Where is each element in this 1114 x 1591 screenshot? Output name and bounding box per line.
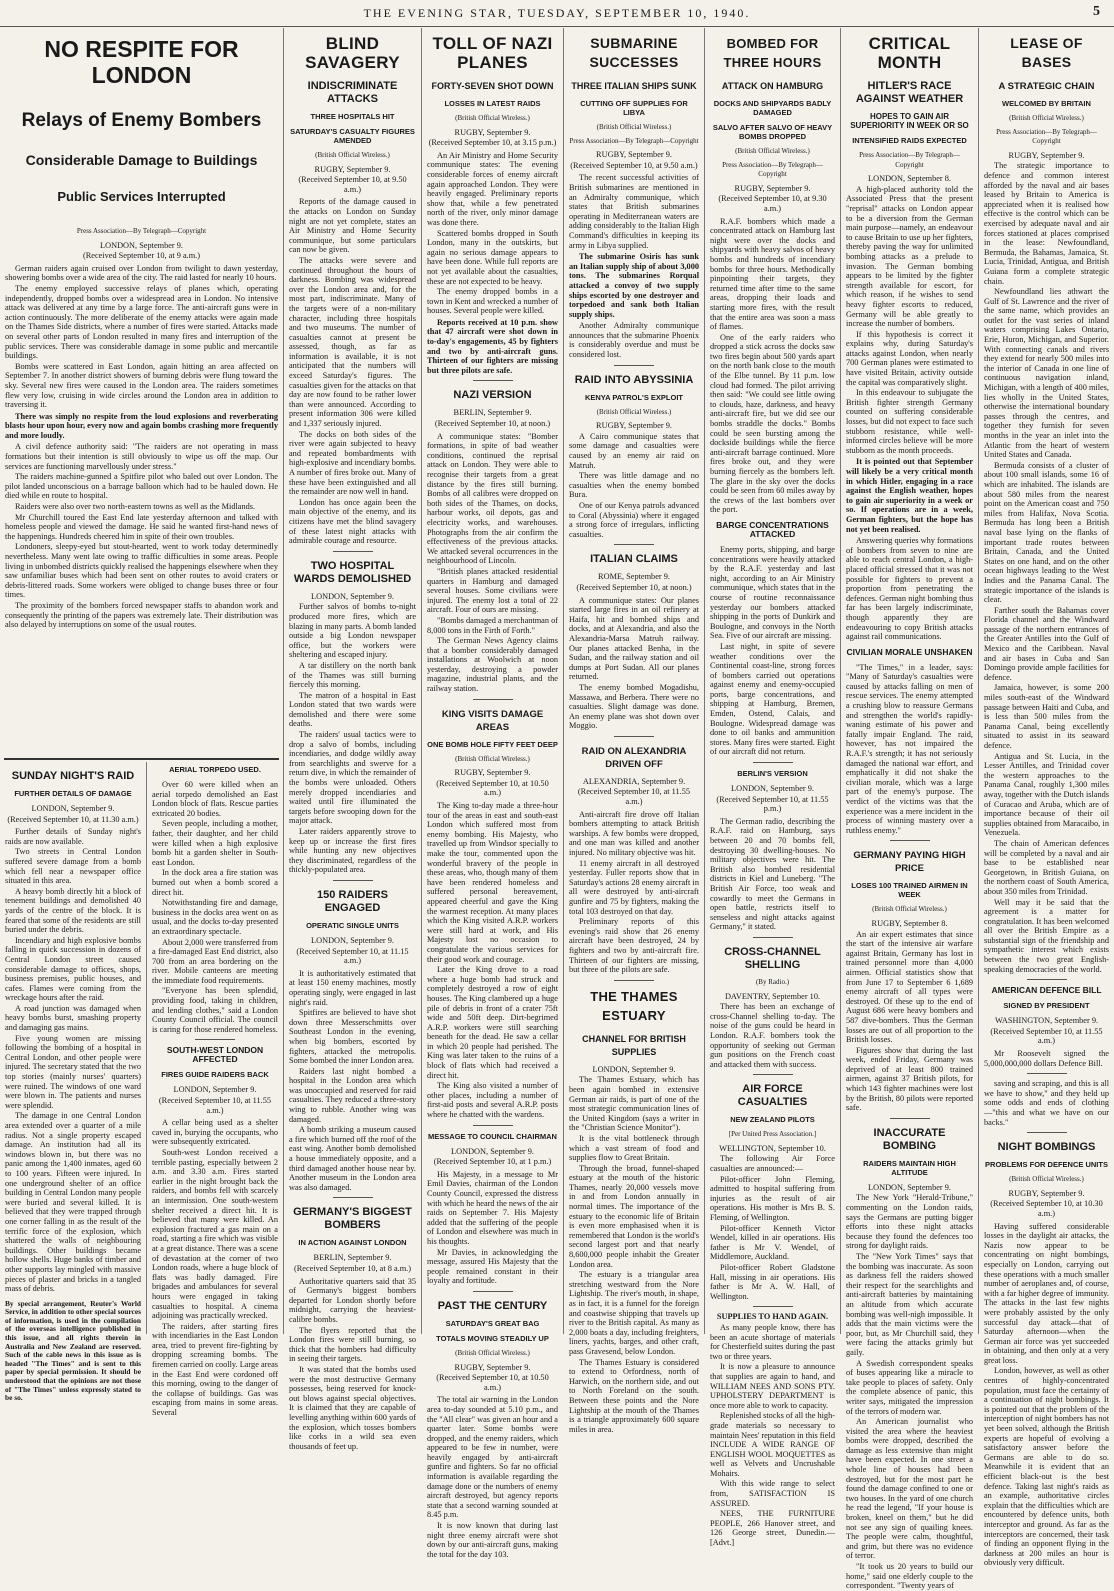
paragraph: Raiders last night bombed a hospital in the London area which was unoccupied and reserved for raid casualties. They reduced a three-story wing to rubble. Another wing was damaged.: [289, 1066, 416, 1124]
divider: [753, 1074, 793, 1075]
paragraph: The Thames Estuary, which has been again bombed in extensive German air raids, is part of one of the most strategic communication lines of the United Kingdom (says a writer in the "Christian Science Monitor").: [569, 1075, 699, 1133]
divider: [473, 1291, 513, 1292]
paragraph: One of the early raiders who dropped a stick across the docks saw two fires begin about 500 yards apart on the north bank close to the mouth of the Elbe tunnel. By 11 p.m. low cloud had formed. The pilot arriving then said: "We could see little owing to clouds, haze, darkness, and heavy anti-aircraft fire, but we did see our bombs straddle the docks." Bombs could be seen bursting among the dockside buildings while the fierce anti-aircraft barrage continued. More fires broke out, and they were burning fiercely as the bombers left. The glare in the sky over the docks could be seen from 60 miles away by the crews of the last bombers over the port.: [710, 332, 835, 515]
paragraph: A road junction was damaged when heavy bombs burst, smashing property and damaging gas mains.: [5, 1003, 141, 1033]
paragraph: The German radio, describing the R.A.F. raid on Hamburg, says between 20 and 70 bombs fell, destroying 30 dwelling-houses. No military objectives were hit. The British also bombed residential districts in Kiel and Luneberg. "The British Air Force, too weak and cowardly to meet the Germans in open battle, restricts itself to senseless and night attacks against Germany," it stated.: [710, 816, 835, 932]
dateline: LONDON, September 9.: [592, 1064, 676, 1074]
divider: [890, 1118, 930, 1119]
paragraph: London has once again been the main objective of the enemy, and its citizens have met the blind savagery of these latest night attacks with admirable courage and resource.: [289, 497, 416, 546]
article-headline: BARGE CONCENTRATIONS ATTACKED: [716, 519, 829, 539]
received-line: (Received September 10, at 11.30 a.m.): [7, 814, 139, 824]
paragraph: The enemy dropped bombs in a town in Kent and wrecked a number of houses. Several people were killed.: [427, 287, 558, 316]
article-headline: NAZI VERSION: [453, 389, 532, 402]
dateline: RUGBY, September 9.: [454, 768, 531, 778]
divider: [1027, 1073, 1067, 1074]
advertisement-headline: SUPPLIES TO HAND AGAIN.: [716, 1312, 829, 1322]
article-subhead: A STRATEGIC CHAIN: [998, 81, 1095, 92]
dateline: BERLIN, September 9.: [313, 1253, 392, 1263]
dateline: RUGBY, September 9.: [596, 150, 672, 160]
article-subhead: NEW ZEALAND PILOTS: [730, 1115, 815, 1125]
paragraph: Two streets in Central London suffered severe damage from a bomb which fell near a newspaper office situated in this area.: [5, 847, 141, 886]
aerial-torpedo-article: [147, 762, 283, 1418]
paragraph: Another Admiralty communique announces that the submarine Phoenix is considerably overdue and must be considered lost.: [569, 321, 699, 360]
lead-article: [0, 28, 283, 762]
article-subhead: LOSSES IN LATEST RAIDS: [444, 99, 541, 108]
paragraph: "Everyone has been splendid, providing food, taking in children, and lending clothes," said a London County Council official. The council is caring for those rendered homeless.: [152, 986, 278, 1034]
page-number: 5: [1093, 4, 1100, 19]
section-rule: [4, 758, 279, 760]
divider: [1027, 979, 1067, 980]
dateline: RUGBY, September 9.: [314, 164, 391, 174]
paragraph: Five young women are missing following the bombing of a hospital in Central London, and other people were injured. The secretary stated that the two top stories (mainly nurses' quarters) were ruined. The windows of one ward were blown in. The patients and nurses were splendid.: [5, 1033, 141, 1110]
dateline: LONDON, September 9.: [31, 804, 115, 813]
paragraph: Mr Davies, in acknowledging the message, assured His Majesty that the people remained constant in their loyalty and fortitude.: [427, 1247, 558, 1286]
article-subhead: OPERATIC SINGLE UNITS: [306, 920, 399, 930]
divider: [1027, 1132, 1067, 1133]
received-line: (Received September 10, at 11.55 a.m.): [158, 1096, 272, 1115]
received-line: (Received September 10, at 10.50 a.m.): [436, 778, 549, 798]
article-subhead: HITLER'S RACE AGAINST WEATHER: [855, 80, 964, 105]
dateline: LONDON, September 9.: [311, 935, 394, 945]
bold-paragraph: There was simply no respite from the loud explosions and reverberating blasts hour upon hour, every now and again bombs crashing more frequently and more loudly.: [5, 411, 278, 440]
dateline: RUGBY, September 9.: [734, 183, 811, 193]
paragraph: The matron of a hospital in East London stated that two wards were demolished and there were some deaths.: [289, 690, 416, 729]
received-line: (Received September 10, at 11.55 a.m.): [577, 787, 691, 807]
paragraph: The King also visited a number of other places, including a number of first-aid posts and several A.R.P. posts where he chatted with the wardens.: [427, 1081, 558, 1120]
paragraph: Preliminary reports of this evening's raid show that 26 enemy aircraft have been destroyed, 24 by fighters and two by anti-aircraft fire. Thirteen of our fighters are missing, but three of the pilots are safe.: [569, 917, 699, 975]
divider: [333, 551, 373, 552]
paragraph: The damage in one Central London area extended over a quarter of a mile radius. Not a single property escaped damage. An institution had all its windows blown in, but there was no panic among the 1,400 inmates, aged 60 to 100 years. Fifteen were injured. In one underground shelter of an office building in Central London many people were buried and several killed. It is believed that they were trapped through one corner falling in as the result of the terrific force of the explosion, which shattered the walls of neighbouring buildings. Other buildings became hollow shells. Huge banks of timber and other supports lay mingled with massive pieces of plaster and bricks in a tangled mass of debris.: [5, 1111, 141, 1294]
sunday-raid-article: [0, 762, 146, 1403]
paragraph: An air expert estimates that since the start of the intensive air warfare against Britain, Germany has lost in trained personnel more than 4,000 airmen. Official statistics show that from June 17 to September 6 1,689 enemy aircraft of all types were destroyed. Of these up to the end of August 686 were heavy bombers and 587 dive-bombers. Thus the German losses are out of all proportion to the British losses.: [846, 929, 973, 1045]
service-credit: (By Radio.): [755, 977, 790, 986]
received-line: (Received September 10, at 8 a.m.): [293, 1264, 412, 1273]
paragraph: A civil defence authority said: "The raiders are not operating in mass formations but their intention is still obviously to wipe us off the map. Our services are functioning marvellously under stress.": [5, 442, 278, 471]
received-line: (Received September 10, at 3.15 p.m.): [428, 138, 557, 148]
article-subhead: KENYA PATROL'S EXPLOIT: [584, 392, 684, 402]
lead-headline: NO RESPITE FOR LONDON: [44, 36, 239, 88]
service-credit: (British Official Wireless.): [455, 1348, 530, 1357]
paragraph: Later raiders apparently strove to keep up or increase the first fires while hunting any new objectives they discriminated, regardless of the thickly-populated area.: [289, 827, 416, 875]
paragraph: His Majesty, in a message to Mr Emil Davies, chairman of the London County Council, expressed the distress with which he heard the news of the air raids on September 7. His Majesty added that the suffering of the people of London and elsewhere was much in his thoughts.: [427, 1169, 558, 1246]
paragraph: It is authoritatively estimated that at least 150 enemy machines, mostly operating singly, were engaged in last night's raid.: [289, 968, 416, 1007]
article-subhead: CUTTING OFF SUPPLIES FOR LIBYA: [580, 99, 688, 117]
divider: [614, 736, 654, 737]
article-subhead: CHANNEL FOR BRITISH SUPPLIES: [582, 1033, 686, 1057]
paragraph: A tar distillery on the north bank of the Thames was still burning fiercely this morning.: [289, 660, 416, 690]
paragraph: It is now known that during last night three enemy aircraft were shot down by our anti-aircraft guns, making the total for the day 103.: [427, 1521, 558, 1559]
service-credit: (British Official Wireless.): [735, 147, 810, 155]
received-line: (Received September 10, at 9.50 a.m.): [298, 175, 407, 194]
article-subhead: INDISCRIMINATE ATTACKS: [307, 80, 398, 105]
paragraph: Scattered bombs dropped in South London, many in the outskirts, but again no serious damage appears to have been done. While full reports are not yet available about the casualties, these are not expected to be heavy.: [427, 228, 558, 286]
article-headline: CROSS-CHANNEL SHELLING: [724, 945, 821, 971]
divider: [333, 1197, 373, 1198]
paragraph: Pilot-officer Robert Gladstone Hall, missing in air operations. His father is Mr A. W. Hall, of Wellington.: [710, 1263, 835, 1301]
advertisement-text: It is now a pleasure to announce that supplies are again to hand, and WILLIAM NEES AND SONS PTY. UPHOLSTERY DEPARTMENT is once more able to work to capacity.: [710, 1362, 835, 1410]
paragraph: Pilot-officer John Fleming, admitted to hospital suffering from injuries as the result of air operations. His mother is Mrs B. S. Fleming, of Wellington.: [710, 1174, 835, 1223]
masthead: [0, 0, 1114, 27]
article-headline: BERLIN'S VERSION: [737, 769, 808, 779]
article-headline: SOUTH-WEST LONDON AFFECTED: [166, 1045, 264, 1065]
service-credit: (British Official Wireless.): [315, 151, 390, 159]
paragraph: The recent successful activities of British submarines are mentioned in an Admiralty communique, which states that British submarines operating in Mediterranean waters are adding considerably to the Italian High Command's difficulties in keeping its army in Libya supplied.: [569, 173, 699, 250]
service-credit: Press Association—By Telegraph—Copyright: [859, 151, 960, 169]
paragraph: saving and scraping, and this is all we have to show," and they held up some odds and ends of clothing—"this and what we have on our backs.": [984, 1079, 1109, 1127]
lease-of-bases-column: [979, 28, 1114, 1568]
article-subhead: RAIDERS MAINTAIN HIGH ALTITUDE: [863, 1158, 956, 1177]
dateline: RUGBY, September 9.: [1008, 1188, 1085, 1198]
paragraph: Over 60 were killed when an aerial torpedo demolished an East London block of flats. Rescue parties extricated 20 bodies.: [152, 780, 278, 818]
paragraph: A high-placed authority told the Associated Press that the present "reprisal" attacks on London appear to be a diversion from the German main purpose—namely, an endeavour to cause Britain to use up her fighters, thereby paving the way for unlimited bombing attacks as a prelude to invasion. The German bombing appears to be limited by the fighter strength available for escort, for which reason, if he wishes to send heavy fighter escorts to reduced, Germany will be able greatly to increase the number of bombers.: [846, 184, 973, 329]
paragraph: Enemy ports, shipping, and barge concentrations were heavily attacked by the R.A.F. yesterday and last night, according to an Air Ministry communique, which states that in the course of routine reconnaissance yesterday our bombers attacked shipping in the ports of Dunkirk and Boulogne, and convoys in the North Sea. Five of our aircraft are missing.: [710, 544, 835, 641]
submarine-successes-column: [564, 28, 704, 1434]
article-headline: THE THAMES ESTUARY: [590, 988, 678, 1023]
service-credit: Press Association—By Telegraph—Copyright: [722, 160, 823, 179]
paragraph: R.A.F. bombers which made a concentrated attack on Hamburg last night were over the docks and shipyards with heavy salvos of heavy bombs and hundreds of incendiary bombs for three hours. Methodically pinpointing their targets, they returned time after time to the same areas, dropping their loads and starting more fires, with the result that the entire area was soon a mass of flames.: [710, 216, 835, 332]
paragraph: Anti-aircraft fire drove off Italian bombers attempting to attack British warships. A few bombs were dropped, and one man was killed and another injured. No military objective was hit.: [569, 809, 699, 858]
paragraph: "Bombs damaged a merchantman of 8,000 tons in the Firth of Forth.": [427, 615, 558, 635]
paragraph: "It took us 20 years to build our home," said one elderly couple to the correspondent. "Twenty years of: [846, 1562, 973, 1591]
received-line: (Received September 10, at 9.50 a.m.): [570, 160, 698, 170]
service-credit: Press Association—By Telegraph—Copyright: [996, 127, 1097, 146]
dateline: DAVENTRY, September 10.: [724, 991, 821, 1001]
bold-paragraph: It is pointed out that September will likely be a very critical month in which Hitler, engaging in a race against the English weather, hopes to gain air superiority in a week or so. If operations are in a week, German fighters, but the hope has not yet been realised.: [846, 457, 973, 534]
paragraph: Bermuda consists of a cluster of about 100 small islands, some 16 of which are inhabited. The islands are about 580 miles from the nearest point on the American coast and 750 miles from Halifax, Nova Scotia. Bermuda has long been a British naval base lying on the flanks of important trade routes between Britain, Canada, and the United States on one hand, and on the other ocean highways leading to the West Indies and the Panama Canal. The strategic importance of the islands is clear.: [984, 460, 1109, 605]
article-headline: NIGHT BOMBINGS: [997, 1141, 1096, 1154]
paragraph: Pilot-officer Kenneth Victor Wendel, killed in air operations. His father is Mr V. Wendel, of Middlemore, Auckland.: [710, 1223, 835, 1262]
paragraph: The German News Agency claims that a bomber considerably damaged installations at Woolwich at noon yesterday, destroying a powder magazine, industrial plants, and the railway station.: [427, 636, 558, 694]
article-headline: ITALIAN CLAIMS: [590, 553, 678, 566]
dateline: LONDON, September 9.: [868, 1182, 951, 1192]
article-subhead: WELCOMED BY BRITAIN: [1002, 99, 1091, 108]
paragraph: The enemy employed successive relays of planes which, operating independently, dropped bombs over a widespread area in London. No intensive attack was delivered at any time by a large force. The anti-aircraft guns were in action continuously. The more deliberate of the enemy attacks were again made on the Thames Side districts, where a number of fires were started. Attacks made on several other parts of London resulted in many fires and interruption of the public services. There was considerable damage in some public and mercantile buildings.: [5, 283, 278, 361]
paragraph: An Air Ministry and Home Security communique states: The evening considerable forces of enemy aircraft again approached London. They were heavily engaged. Preliminary reports show that, while a few penetrated north of the river, only minor damage was done there.: [427, 150, 558, 227]
paragraph: Well may it be said that the agreement is a matter for congratulation. It has been welcomed all over the British Empire as a substantial sign of the friendship and sympathetic interest which exists between the two great English-speaking democracies of the world.: [984, 897, 1109, 974]
dateline: WASHINGTON, September 9.: [994, 1016, 1099, 1026]
received-line: (Received September 10, at 9.30 a.m.): [718, 194, 827, 213]
toll-of-nazi-planes-column: [422, 28, 563, 1559]
article-subhead: HOPES TO GAIN AIR SUPERIORITY IN WEEK OR SO: [850, 112, 969, 130]
article-subhead: ATTACK ON HAMBURG: [721, 81, 824, 91]
service-credit: (British Official Wireless.): [1009, 1175, 1084, 1184]
bombed-three-hours-column: [705, 28, 840, 1548]
article-headline: MESSAGE TO COUNCIL CHAIRMAN: [428, 1131, 557, 1141]
paragraph: A communique states: Our planes started large fires in an oil refinery at Haifa, hit and bombed ships and docks, and at Alexandria, and also the Alexandria-Marsa Matruh railway. Our planes attacked Benha, in the Sudan, and the railway station and oil dumps at Port Sudan. All our planes returned.: [569, 595, 699, 682]
paragraph: A Cairo communique states that some damage and casualties were caused by an enemy air raid on Matruh.: [569, 431, 699, 470]
service-credit: Press Association—By Telegraph—Copyright: [569, 136, 699, 145]
paragraph: Notwithstanding fire and damage, business in the docks area went on as usual, and the docks to-day presented an extraordinary spectacle.: [152, 898, 278, 936]
article-subhead: FURTHER DETAILS OF DAMAGE: [14, 789, 132, 798]
dateline: RUGBY, September 8.: [871, 918, 948, 928]
paragraph: Londoners, sleepy-eyed but stout-hearted, went to work today determinedly nevertheless. Many went late owing to traffic difficulties in some areas. People living in unbombed districts quickly realised the happenings elsewhere when they saw unfamiliar buses which had been sent on other routes to avoid craters or debris-littered roads. Some workers were obliged to change buses three or four times.: [5, 542, 278, 600]
service-credit: (British Official Wireless.): [596, 407, 672, 416]
article-headline: AIR FORCE CASUALTIES: [737, 1083, 808, 1109]
article-subhead: FORTY-SEVEN SHOT DOWN: [431, 81, 554, 91]
paragraph: In this endeavour to subjugate the British fighter strength Germany counted on suffering considerable losses, but did not expect to face such stubborn resistance, while well-informed circles believe will be more stubborn as the month proceeds.: [846, 388, 973, 455]
service-credit: (British Official Wireless.): [872, 905, 947, 914]
paragraph: "The Times," in a leader, says: "Many of Saturday's casualties were caused by attacks falling on men of rescue services. The enemy attempted a crushing blow to reassure Germans and strengthen the world's rapidly-waning estimate of his power and fatally impair England. The raid, however, has not impaired the R.A.F.'s strength; it has not seriously damaged the national war effort, and emphatically it did not shake the civilian morale, which was a large part of the enemy's purpose. The verdict of the victims was that the experience was a mere incident in the process of winning mastery over a ruthless enemy.": [846, 662, 973, 835]
article-subhead: SALVO AFTER SALVO OF HEAVY BOMBS DROPPED: [712, 123, 833, 141]
service-credit: Press Association—By Telegraph—Copyright: [76, 227, 207, 235]
paragraph: The raiders, after starting fires with incendiaries in the East London area, tried to prevent fire-fighting by dropping screaming bombs. The firemen carried on coolly. Large areas in the East End were cordoned off this morning, owing to the danger of the collapse of buildings. Gas was escaping from mains in some areas. Several: [152, 1321, 279, 1418]
divider: [473, 380, 513, 381]
article-subhead: DOCKS AND SHIPYARDS BADLY DAMAGED: [713, 99, 832, 117]
paragraph: It was stated that the bombs used were the most destructive Germany possesses, being reserved for knock-out blows against special objectives. It is claimed that they are capable of levelling anything within 600 yards of the explosion, which tosses bombers like corks in a wild sea even thousands of feet up.: [289, 1364, 416, 1451]
article-headline: LEASE OF BASES: [1010, 35, 1083, 70]
paragraph: Further details of Sunday night's raids are now available.: [5, 827, 141, 846]
dateline: LONDON, September 9.: [731, 784, 814, 794]
paragraph: There was little damage and no casualties when the enemy bombed Bura.: [569, 471, 699, 500]
paragraph: Newfoundland lies athwart the Gulf of St. Lawrence and the river of the same name, which provides an outlet for the vast series of inland waters comprising Lakes Ontario, Erie, Huron, Michigan, and Superior. With connecting canals and rivers they extend for nearly 500 miles into the interior of Canada in one line of continuous navigation inland, Michigan, with a length of 400 miles, lies wholly in the United States, otherwise the international boundary passes through the centres, and together they furnish for seven months in the year an inlet into the Atlantic from the heart of western United States and Canada.: [984, 287, 1109, 460]
article-subhead: ONE BOMB HOLE FIFTY FEET DEEP: [427, 739, 558, 749]
blind-savagery-column: [284, 28, 421, 1451]
paragraph: Answering queries why formations of bombers from seven to nine are able to reach central London, a high-placed official stressed that it was not possible for fighters to prevent a proportion from penetrating the defences. German night bombing thus far has been largely indiscriminate, though apparently they are endeavouring to copy British attacks against rail communications.: [846, 536, 973, 642]
paragraph: The following Air Force casualties are announced:—: [710, 1154, 835, 1174]
divider: [333, 880, 373, 881]
paragraph: Last night, in spite of severe weather conditions over the Continental coast-line, strong forces of bombers carried out operations against enemy and enemy-occupied ports, barge concentrations, and shipping at Hamburg, Bremen, Emden, Ostend, Calais, and Boulogne. Widespread damage was done to oil banks and ammunition stores. Many fires were started. Eight of our aircraft did not return.: [710, 641, 835, 757]
article-subhead: SIGNED BY PRESIDENT: [1003, 1001, 1090, 1011]
article-headline: BOMBED FOR THREE HOURS: [723, 36, 822, 70]
paragraph: "British planes attacked residential quarters in Hamburg and damaged several houses. Some civilians were injured. The enemy lost a total of 22 aircraft. Four of ours are missing.: [427, 566, 558, 615]
received-line: (Received September 10, at 10.30 a.m.): [990, 1199, 1103, 1218]
paragraph: Incendiary and high explosive bombs falling in quick succession in dozens of Central London street caused considerable damage to offices, shops, business premises, public houses, and cafes. Flames were coming from the wreckage hours after the raid.: [5, 935, 141, 1003]
paragraph: Antigua and St. Lucia, in the Lesser Antilles, and Trinidad cover the western approaches to the Panama Canal, roughly 1,300 miles away, together with the Dutch islands of Curacao and Aruba, which are of importance because of their oil supplies obtained from Maracaibo, in Venezuela.: [984, 751, 1109, 838]
critical-month-column: [841, 28, 978, 1591]
article-headline: SUNDAY NIGHT'S RAID: [11, 770, 135, 782]
article-subhead: LOSES 100 TRAINED AIRMEN IN WEEK: [851, 881, 968, 900]
divider: [614, 365, 654, 366]
paragraph: A communique states: "Bomber formations, in spite of bad weather conditions, continued the reprisal attack on London. They were able to recognise their targets from a great distance by the fires still burning. Bombs of all calibres were dropped on both sides of the Thames, on docks, harbour works, oil depots, gas and electricity works, and warehouses. Photographs from the air confirm the effectiveness of the previous attacks. We attacked several occurrences in the neighbourhood of Lincoln.: [427, 431, 558, 566]
article-headline: AERIAL TORPEDO USED.: [169, 765, 261, 774]
advertisement-text: As many people know, there has been an acute shortage of materials for Chesterfield suites during the past two or three years.: [710, 1322, 835, 1361]
service-credit: [Per United Press Association.]: [728, 1130, 817, 1139]
article-subhead: FIRES GUIDE RAIDERS BACK: [161, 1070, 269, 1080]
paragraph: An American journalist who visited the area where the heaviest bombs were dropped, described the damage as less extensive than might have been expected. In one street a whole line of houses had been destroyed, but for the most part he found the damage confined to one or two houses. In the yard of one church he read the legend, "If your house is broken, kneel on them," but he did not see any sign of quailing knees. The people were calm, thoughtful, and grim, but there was no evidence of terror.: [846, 1417, 973, 1561]
divider: [614, 544, 654, 545]
service-credit: (British Official Wireless.): [455, 114, 530, 122]
paragraph: 11 enemy aircraft in all destroyed yesterday. Fuller reports show that in Saturday's actions 28 enemy aircraft in all were destroyed by anti-aircraft gunfire and 75 by fighters, making the total 103 destroyed on that day.: [569, 858, 699, 916]
paragraph: A cellar being used as a shelter caved in, burying the occupants, who were subsequently extricated.: [152, 1118, 278, 1147]
dateline: LONDON, September 9.: [173, 1085, 257, 1095]
article-headline: PAST THE CENTURY: [437, 1299, 548, 1312]
paragraph: The proximity of the bombers forced newspaper staffs to abandon work and consequently the printing of the papers was extremely late. Their distribution was also delayed by interruptions on some of the usual routes.: [5, 600, 278, 630]
paragraph: The total air warning in the London area to-day sounded at 5.10 p.m., and the "All clear" was given an hour and a quarter later. Some bombs were dropped, and the enemy raiders, which appeared to be few in number, were heavily engaged by anti-aircraft gunfire and fighters. So far no official information is available regarding the damage done or the numbers of enemy aircraft destroyed, but agency reports state that a second warning sounded at 8.45 p.m.: [427, 1395, 558, 1520]
lead-subhead: Considerable Damage to Buildings: [25, 152, 258, 168]
divider: [195, 1039, 235, 1040]
paragraph: The attacks were severe and continued throughout the hours of darkness. Bombing was widespread over the London area and, for the most part, indiscriminate. Many of the targets were of a non-military character, including three hospitals and two museums. The number of casualties cannot at present be assessed, though, as far as information is available, it is not anticipated that the numbers will exceed Saturday's figures. The casualties given for the attacks on that day are now found to be rather lower than were announced. According to present information 306 were killed and 1,337 seriously injured.: [289, 255, 416, 429]
dateline: RUGBY, September 9.: [454, 1362, 531, 1372]
paragraph: Later the King drove to a road where a huge bomb had struck and completely destroyed a row of eight houses. The King clambered up a huge pile of debris in front of a crater 75ft wide and 50ft deep. Dirt-begrimed A.R.P. workers were still searching beneath for the dead. He saw a cellar in which 20 people had perished. The King was later taken to the ruins of a block of flats which had received a direct hit.: [427, 965, 558, 1080]
paragraph: The chain of American defences will be completed by a naval and air base to be established near Georgetown, in British Guiana, on the northern coast of South America, about 350 miles from Trinidad.: [984, 838, 1109, 896]
divider: [753, 1306, 793, 1307]
paragraph: German raiders again cruised over London from twilight to dawn yesterday, showering bombs over a wide area of the city. The raid lasted for nearly 10 hours.: [5, 263, 278, 283]
paragraph: One of our Kenya patrols advanced to Coral (Abyssinia) where it engaged a strong force of irregulars, inflicting casualties.: [569, 501, 699, 539]
dateline: RUGBY, September 9.: [596, 421, 672, 431]
article-subhead: THREE HOSPITALS HIT: [310, 112, 395, 121]
received-line: (Received September 10, at 9 a.m.): [82, 251, 201, 261]
lead-subhead: Relays of Enemy Bombers: [21, 110, 262, 131]
article-subhead: TOTALS MOVING STEADILY UP: [436, 1333, 549, 1343]
paragraph: London, however, as well as other centres of highly-concentrated population, must face the certainty of a continuation of night bombings. It is pointed out that the problem of the interception of night bombers has not yet been solved, although the British experts are hopeful of evolving a satisfactory answer before the Germans are able to do so. Meanwhile it is evident that an efficient black-out is the best defence. Taking last night's raids as an example, authoritative circles explain that the difficulties which are encountered by defence units, both interceptor and ground. As far as the interceptors are concerned, their task of finding an opponent flying in the darkness at 200 miles an hour is obviously very difficult.: [984, 1366, 1109, 1568]
article-headline: RAID ON ALEXANDRIA DRIVEN OFF: [581, 745, 687, 770]
paragraph: About 2,000 were transferred from a fire-damaged East End district, also 700 from an area bordering on the river. Mobile canteens are meeting the immediate food requirements.: [152, 937, 278, 985]
paragraph: The docks on both sides of the river were again subjected to heavy and repeated bombardments with high-explosive and incendiary bombs. A number of fires broke out. Many of these have been extinguished and all the remainder are now well in hand.: [289, 429, 416, 497]
received-line: (Received September 10, at 11.15 a.m.): [296, 946, 409, 966]
dateline: ALEXANDRIA, September 9.: [582, 776, 686, 786]
dateline: LONDON, September 9.: [100, 240, 183, 250]
divider: [473, 1125, 513, 1126]
article-headline: CIVILIAN MORALE UNSHAKEN: [846, 646, 973, 657]
received-line: (Received September 10, at 11.55 p.m.): [716, 794, 829, 814]
paragraph: A bomb striking a museum caused a fire which burned off the roof of the east wing. Another bomb demolished a house immediately opposite, and a third damaged another house near by. Another museum in the London area was also damaged.: [289, 1125, 416, 1192]
dateline: BERLIN, September 9.: [453, 408, 532, 418]
paragraph: A Swedish correspondent speaks of buses appearing like a miracle to take people to places of safety. Only the complete absence of panic, this writer says, mitigated the impression of the terrors of modern war.: [846, 1358, 973, 1416]
received-line: (Received September 10, at 1 p.m.): [433, 1157, 552, 1167]
divider: [753, 762, 793, 763]
paragraph: South-west London received a terrible pasting, especially between 2 a.m. and 3.30 a.m. Fires started earlier in the night brought back the raiders, and bombs fell with scarcely an intermission. One south-western shelter received a direct hit. It is believed that many were killed. An explosion fractured a gas main on a road, starting a fire which was visible at a great distance. There was a scene of devastation at the corner of two London roads, where a huge block of flats was badly damaged. Fire brigades and ambulances for several hours were engaged in taking casualties to hospital. A cinema adjoining was practically wrecked.: [152, 1148, 278, 1321]
dateline: LONDON, September 9.: [311, 591, 394, 601]
bold-paragraph: Reports received at 10 p.m. show that 47 aircraft were shot down in to-day's engagements, 45 by fighters and two by anti-aircraft guns. Thirteen of our fighters are missing but three pilots are safe.: [427, 317, 558, 375]
service-credit: (British Official Wireless.): [596, 123, 672, 131]
article-headline: GERMANY PAYING HIGH PRICE: [853, 850, 966, 875]
article-headline: SUBMARINE SUCCESSES: [589, 35, 679, 70]
dateline: ROME, September 9.: [598, 572, 670, 582]
article-headline: KING VISITS DAMAGE AREAS: [441, 708, 544, 733]
service-credit: (British Official Wireless.): [1009, 114, 1084, 122]
divider: [753, 937, 793, 938]
dateline: RUGBY, September 9.: [1008, 150, 1085, 160]
received-line: (Received September 10, at 10.50 a.m.): [436, 1373, 549, 1392]
reuters-note: By special arrangement, Reuter's World Service, in addition to other special sources of information, is used in the compilation of the overseas intelligence published in this issue, and all rights therein in Australia and New Zealand are reserved. Such of the cable news in this issue as is headed "The Times" and is sent to this paper by special permission. It should be understood that the opinions are not those of "The Times" unless expressly stated to be so.: [5, 1298, 141, 1403]
article-headline: AMERICAN DEFENCE BILL: [991, 985, 1102, 996]
paragraph: The New York "Herald-Tribune," commenting on the London raids, says the Germans are putting bigger efforts into these night attacks because they found the defences too strong for daylight raids.: [846, 1193, 973, 1251]
article-subhead: SATURDAY'S GREAT BAG: [445, 1318, 540, 1328]
paragraph: If this hypothesis is correct it explains why, during Saturday's attacks against London, when nearly 700 German planes were estimated to have visited Britain, activity outside the capital was comparatively slight.: [846, 329, 973, 387]
advertisement-text: NEES, THE FURNITURE PEOPLE, 266 Hanover street, and 126 George street, Dunedin.—[Advt.]: [710, 1509, 835, 1548]
article-headline: 150 RAIDERS ENGAGED: [317, 888, 388, 914]
paragraph: Having suffered considerable losses in the daylight air attacks, the Nazis now appear to be concentrating on night bombings, especially on London, carrying out these operations with a much smaller number of aeroplanes and, of course, with a far higher degree of immunity. The attacks in the last few nights were probably assisted by the only successful day attack—that of Saturday afternoon—when the German air force was yet succeeded in obtaining, and then only at a very great loss.: [984, 1221, 1109, 1365]
paragraph: Further salvos of bombs to-night produced more fires, which are blazing in many parts. A bomb landed outside a big London newspaper office, but the workers were sheltering and escaped injury.: [289, 602, 416, 660]
paragraph: The flyers reported that the London fires were still burning, so thick that the bombers had difficulty in seeing their targets.: [289, 1325, 416, 1364]
paragraph: Seven people, including a mother, father, their daughter, and her child were killed when a high explosive bomb hit a garden shelter in South-east London.: [152, 819, 278, 867]
dateline: RUGBY, September 9.: [454, 127, 531, 137]
paragraph: Authoritative quarters said that 35 of Germany's biggest bombers departed for London shortly before midnight, carrying the heaviest-calibre bombs.: [289, 1276, 416, 1324]
paragraph: Mr Churchill toured the East End late yesterday afternoon and talked with homeless people and viewed the damage. He said he wanted first-hand news of the happenings. Hundreds cheered him in spite of their own troubles.: [5, 512, 278, 541]
divider: [890, 840, 930, 841]
paragraph: Spitfires are believed to have shot down three Messerschmitts over Southeast London in the evening, when big bombers, escorted by fighters, attacked the metropolis. Some bombed the inner London area.: [289, 1008, 416, 1066]
paragraph: Through the broad, funnel-shaped estuary at the mouth of the historic Thames, nearly 20,000 vessels move in and from London annually in normal times. The importance of the estuary to the economic life of Britain is even more emphasised when it is remembered that London is the world's second largest port and that nearly 8,600,000 people inhabit the Greater London area.: [569, 1163, 699, 1269]
article-subhead: THREE ITALIAN SHIPS SUNK: [571, 81, 697, 91]
paragraph: The estuary is a triangular area stretching westward from the Nore Lightship. The river's mouth, in shape, as in fact, it is a funnel for the foreign and coastwise shipping that travels up river to the British capital. As many as 2,000 boats a day, including freighters, liners, yachts, barges, and other craft, pass Gravesend, below London.: [569, 1270, 699, 1356]
paragraph: Reports of the damage caused in the attacks on London on Sunday night are not yet complete, states an Air Ministry and Home Security communique, but some particulars can now be given.: [289, 197, 416, 255]
received-line: (Received September 10, at noon.): [576, 582, 692, 592]
service-credit: (British Official Wireless.): [455, 754, 530, 763]
dateline: LONDON, September 9.: [451, 1146, 534, 1156]
paragraph: The raiders machine-gunned a Spitfire pilot who baled out over London. The pilot landed unconscious on a barrage balloon which had to be hauled down. He died while en route to hospital.: [5, 472, 278, 501]
divider: [614, 980, 654, 981]
received-line: (Received September 10, at 11.55 a.m.): [990, 1026, 1103, 1046]
paragraph: There has been an exchange of cross-Channel shelling to-day. The noise of the guns could be heard in London. R.A.F. bombers took the opportunity of seeking out German gun positions on the French coast and attacked them with success.: [710, 1002, 835, 1069]
newspaper-title: THE EVENING STAR, TUESDAY, SEPTEMBER 10, 1940.: [363, 6, 751, 20]
paragraph: Raiders were also over two north-eastern towns as well as the Midlands.: [15, 502, 256, 512]
article-headline: CRITICAL MONTH: [868, 34, 951, 72]
lead-subhead: Public Services Interrupted: [57, 189, 226, 204]
article-headline: INACCURATE BOMBING: [873, 1126, 946, 1152]
paragraph: The strategic importance to defence and common interest afforded by the naval and air bases leased by Britain to America is appreciated when it is realised how effective is the control which can be exercised by adequate naval and air forces stationed at places comprised in the lease: Newfoundland, Bermuda, the Bahamas, Jamaica, St. Lucia, Trinidad, Antigua, and British Guiana form a complete strategic chain.: [984, 161, 1109, 286]
paragraph: The King to-day made a three-hour tour of the areas in east and south-east London which suffered most from enemy bombing. His Majesty, who travelled up from Windsor specially to make the tour, commented upon the wonderful bravery of the people in these areas, who, though many of them have been rendered homeless and suffered personal bereavement, appeared cheerful and gave the King the warmest reception. At many places which the King visited A.R.P. workers were still hard at work, and His Majesty lost no occasion to congratulate the various services for their good work and courage.: [427, 801, 558, 964]
bold-paragraph: The submarine Osiris has sunk an Italian supply ship of about 3,000 tons. The submarines Rorqual attacked a convoy of two supply ships escorted by one destroyer and torpedoed and sank both Italian supply ships.: [569, 252, 699, 319]
received-line: (Received September 10, at noon.): [434, 419, 551, 429]
paragraph: Mr Roosevelt signed the 5,000,000,000 dollars Defence Bill.: [984, 1049, 1109, 1068]
paragraph: Bombs were scattered in East London, again hitting an area affected on September 7. In another district showers of burning debris were flung toward the sky. Several new fires were caused in the London area. The raiders sometimes flew very low, cruising in wide circles around the London area in addition to traversing it.: [5, 361, 278, 410]
advertisement-text: Replenished stocks of all the high-grade materials so necessary to maintain Nees' reputation in this field INCLUDE A WIDE RANGE OF ENGLISH WOOL MOQUETTES as well as Velvets and Uncrushable Mohairs.: [710, 1411, 835, 1478]
article-headline: TOLL OF NAZI PLANES: [432, 34, 553, 72]
paragraph: The "New York Times" says that the bombing was inaccurate. As soon as darkness fell the raiders showed their respect for the searchlights and anti-aircraft batteries by maintaining an altitude from which accurate bombing was well-nigh impossible. It adds that the main victims were the poor, but, as Mr Churchill said, they were facing the attacks grimly but gaily.: [846, 1252, 973, 1357]
paragraph: The enemy bombed Mogadishu, Massawa, and Berbera. There were no casualties. Slight damage was done. An enemy plane was shot down over Moggio.: [569, 682, 699, 731]
paragraph: The Thames Estuary is considered to extend to Orfordness, north of Harwich, on the northern side, and out to North Foreland on the south. Between these points and the Nore Lightship at the mouth of the Thames is a triangle approximately 600 square miles in area.: [569, 1357, 699, 1434]
paragraph: Farther south the Bahamas cover Florida channel and the Windward passage of the northern entrances of the Greater Antilles into the Gulf of Mexico and the Caribbean. Naval and air bases in Cuba and San Domingo provide ample facilities for defence.: [984, 605, 1109, 682]
paragraph: A heavy bomb directly hit a block of tenement buildings and demolished 40 yards of the centre of the block. It is feared that some of the residents are still buried under the debris.: [5, 886, 141, 935]
article-subhead: SATURDAY'S CASUALTY FIGURES AMENDED: [290, 127, 415, 145]
divider: [473, 699, 513, 700]
paragraph: Jamaica, however, is some 200 miles south-east of the Windward passage between Haiti and Cuba, and is less than 500 miles from the Panama Canal, being excellently situated to assist in its seaward defence.: [984, 683, 1109, 750]
advertisement-text: With this wide range to select from, SATISFACTION IS ASSURED.: [710, 1479, 835, 1508]
article-subhead: PROBLEMS FOR DEFENCE UNITS: [985, 1160, 1108, 1170]
article-subhead: IN ACTION AGAINST LONDON: [298, 1238, 407, 1248]
article-headline: TWO HOSPITAL WARDS DEMOLISHED: [293, 559, 412, 585]
paragraph: The raiders' usual tactics were to drop a salvo of bombs, including incendiaries, and dodge wildly away from searchlights and swerve for a return dive, in which the remainder of the bombs were unloaded. Others merely dropped incendiaries and waited until fire illuminated the targets before swooping down for the major attack.: [289, 730, 416, 826]
paragraph: In the dock area a fire station was burned out when a bomb scored a direct hit.: [152, 868, 278, 897]
article-headline: RAID INTO ABYSSINIA: [574, 373, 694, 386]
dateline: WELLINGTON, September 10.: [719, 1143, 826, 1153]
dateline: LONDON, September 8.: [868, 174, 951, 184]
article-subhead: INTENSIFIED RAIDS EXPECTED: [852, 136, 967, 145]
paragraph: It is the vital bottleneck through which a vast stream of food and supplies flow to Great Britain.: [569, 1133, 699, 1163]
paragraph: Figures show that during the last week, ended Friday, Germany was deprived of at least 800 trained airmen, against 37 British pilots, for which 143 fighter machines were lost by the British, 80 pilots were reported safe.: [846, 1045, 973, 1113]
article-headline: BLIND SAVAGERY: [305, 34, 400, 72]
article-headline: GERMANY'S BIGGEST BOMBERS: [293, 1206, 412, 1232]
